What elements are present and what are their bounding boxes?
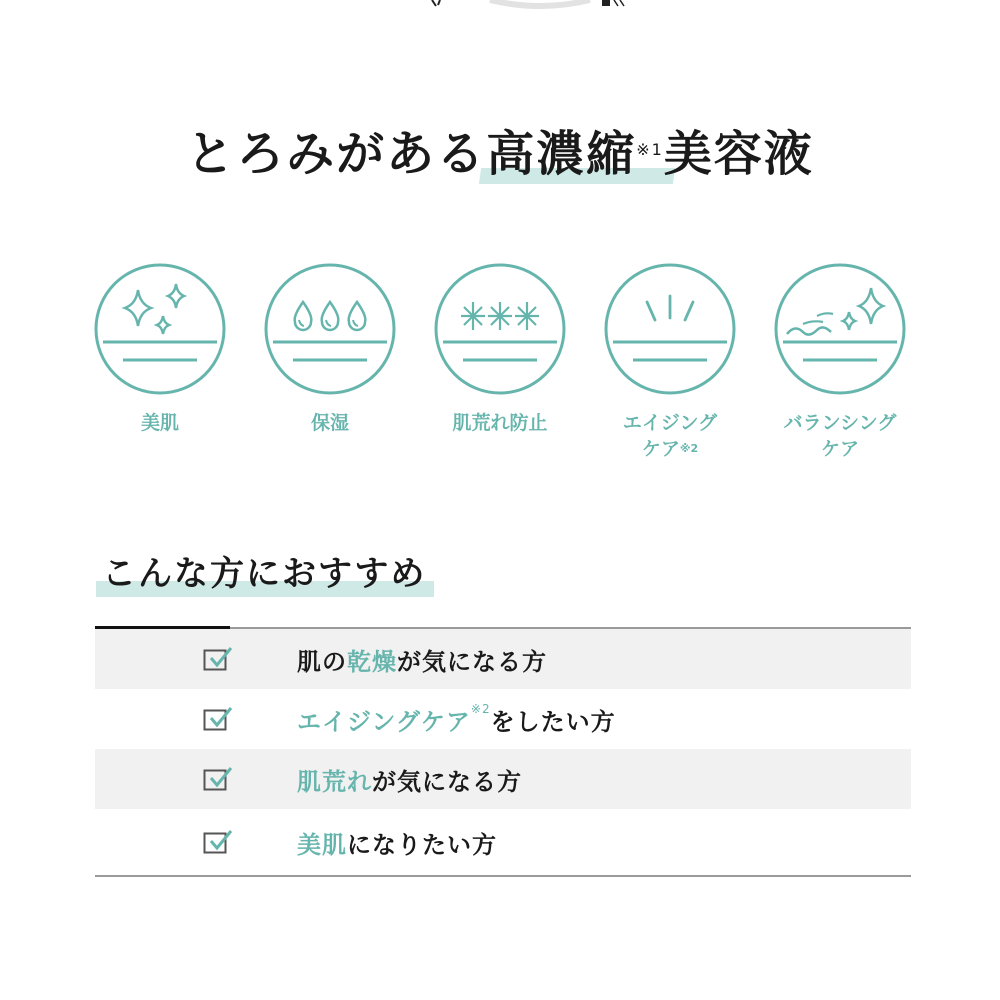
- list-item-text: [297, 702, 616, 737]
- waves-sparkle-icon: [773, 262, 907, 396]
- feature-label-line1: バランシング: [783, 412, 897, 434]
- feature-moisture: [260, 262, 400, 436]
- list-item-em: 肌荒れ: [297, 767, 372, 796]
- hero-title-highlight-text: 高濃縮: [486, 126, 637, 182]
- checkbox-checked-icon: [203, 766, 235, 792]
- feature-label-line1: 美肌: [140, 412, 179, 434]
- snowflakes-icon: [433, 262, 567, 396]
- feature-label: [90, 410, 230, 436]
- list-item-post: になりたい方: [347, 830, 497, 859]
- feature-label-line1: エイジング: [622, 412, 718, 434]
- feature-label: [430, 410, 570, 436]
- recommend-list: [95, 626, 911, 877]
- list-item-note: ※2: [470, 701, 491, 716]
- recommend-heading: こんな方におすすめ: [102, 546, 426, 595]
- hero-title-post: 美容液: [663, 126, 814, 182]
- list-item: [95, 689, 911, 749]
- feature-label-line2-text: ケア: [641, 438, 680, 460]
- list-item-post: が気になる方: [372, 767, 522, 796]
- feature-balancing-care: [770, 262, 910, 462]
- list-item-em: エイジングケア: [297, 707, 471, 736]
- checkbox-checked-icon: [203, 829, 235, 855]
- list-item: [95, 749, 911, 809]
- list-item-text: [297, 825, 497, 860]
- sparkle-icon: [93, 262, 227, 396]
- list-item-pre: 肌の: [297, 647, 347, 676]
- list-item-text: [297, 642, 547, 677]
- list-item-post: をしたい方: [490, 707, 616, 736]
- feature-label: [260, 410, 400, 436]
- list-item: [95, 809, 911, 875]
- feature-label: [770, 410, 910, 462]
- list-item: [95, 629, 911, 689]
- feature-label: [600, 410, 740, 462]
- list-bottom-divider: [95, 875, 911, 877]
- feature-label-line1: 肌荒れ防止: [452, 412, 548, 434]
- top-decoration: [420, 0, 660, 10]
- hero-title-note: ※1: [636, 140, 664, 159]
- feature-label-line1: 保湿: [310, 412, 349, 434]
- droplets-icon: [263, 262, 397, 396]
- feature-icons: [90, 262, 920, 482]
- rays-icon: [603, 262, 737, 396]
- list-item-text: [297, 762, 522, 797]
- feature-label-line2: [600, 436, 740, 462]
- list-item-em: 乾燥: [347, 647, 397, 676]
- feature-rough-skin-prevention: [430, 262, 570, 436]
- feature-beauty-skin: [90, 262, 230, 436]
- hero-title: [0, 122, 1000, 186]
- hero-title-highlight: [486, 122, 664, 186]
- list-item-post: が気になる方: [397, 647, 547, 676]
- feature-label-note: ※2: [679, 442, 699, 455]
- feature-label-line2: ケア: [820, 438, 859, 460]
- list-item-em: 美肌: [297, 830, 347, 859]
- checkbox-checked-icon: [203, 706, 235, 732]
- checkbox-checked-icon: [203, 646, 235, 672]
- feature-aging-care: [600, 262, 740, 462]
- hero-title-pre: とろみがある: [186, 126, 487, 182]
